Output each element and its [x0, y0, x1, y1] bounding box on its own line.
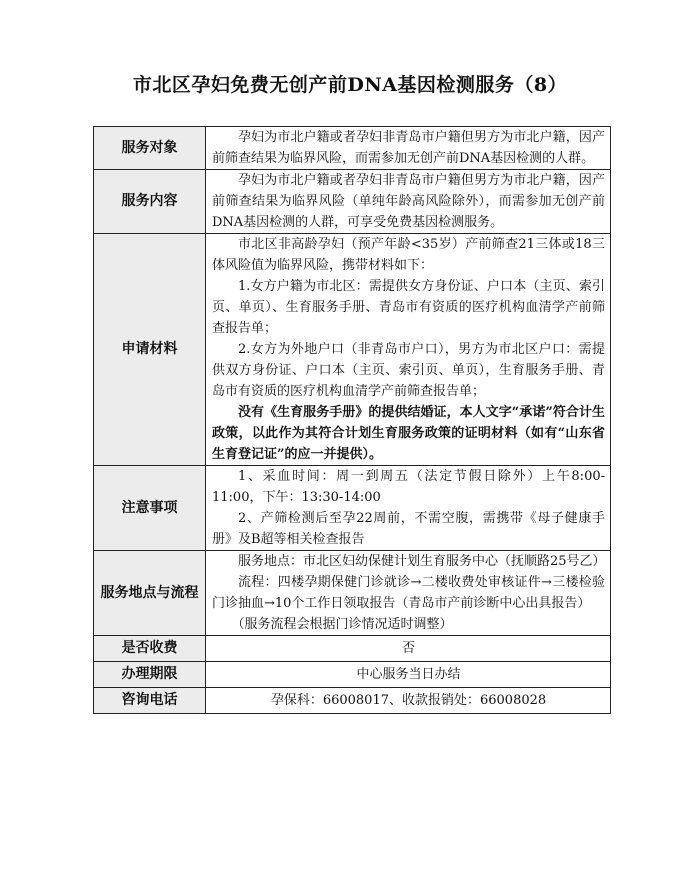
row-label-target: 服务对象 — [94, 127, 206, 170]
row-content-phone — [206, 688, 611, 714]
row-label-materials: 申请材料 — [94, 234, 206, 466]
row-label-location: 服务地点与流程 — [94, 551, 206, 636]
row-label-fee: 是否收费 — [94, 636, 206, 662]
row-content-content — [206, 170, 611, 234]
location-remark: （服务流程会根据门诊情况适时调整） — [231, 617, 453, 632]
row-content-fee — [206, 636, 611, 662]
row-content-period — [206, 662, 611, 688]
materials-item-2: 2.女方为外地户口（非青岛市户口），男方为市北区户口：需提供双方身份证、户口本（主页、索引页、单页），生育服务手册、青岛市有资质的医疗机构血清学产前筛查报告单； — [212, 342, 605, 399]
row-label-notice: 注意事项 — [94, 466, 206, 551]
row-label-content: 服务内容 — [94, 170, 206, 234]
table-row — [94, 466, 611, 551]
period-value: 中心服务当日办结 — [356, 667, 461, 682]
phone-value: 孕保科：66008017、收款报销处：66008028 — [270, 693, 547, 708]
location-flow: 流程：四楼孕期保健门诊就诊→二楼收费处审核证件→三楼检验门诊抽血→10个工作日领取报告（青岛市产前诊断中心出具报告） — [212, 575, 605, 611]
fee-value: 否 — [401, 641, 415, 656]
content-text: 孕妇为市北户籍或者孕妇非青岛市户籍但男方为市北户籍，因产前筛查结果为临界风险（单纯年龄高风险除外），而需参加无创产前DNA基因检测的人群，可享受免费基因检测服务。 — [212, 173, 605, 230]
page-title: 市北区孕妇免费无创产前DNA基因检测服务（8） — [132, 74, 568, 96]
service-info-table — [93, 126, 611, 714]
table-row — [94, 688, 611, 714]
row-label-phone: 咨询电话 — [94, 688, 206, 714]
table-row — [94, 662, 611, 688]
location-place: 服务地点：市北区妇幼保健计划生育服务中心（抚顺路25号乙） — [238, 554, 606, 569]
table-row — [94, 636, 611, 662]
row-content-location — [206, 551, 611, 636]
materials-item-1: 1.女方户籍为市北区：需提供女方身份证、户口本（主页、索引页、单页）、生育服务手册、青岛市有资质的医疗机构血清学产前筛查报告单； — [212, 279, 605, 336]
row-content-target — [206, 127, 611, 170]
materials-intro: 市北区非高龄孕妇（预产年龄<35岁）产前筛查21三体或18三体风险值为临界风险，携带材料如下： — [212, 237, 605, 273]
table-row — [94, 551, 611, 636]
row-label-period: 办理期限 — [94, 662, 206, 688]
notice-item-2: 2、产筛检测后至孕22周前，不需空腹，需携带《母子健康手册》及B超等相关检查报告 — [212, 511, 605, 547]
table-row — [94, 170, 611, 234]
materials-note: 没有《生育服务手册》的提供结婚证，本人文字“承诺”符合计生政策，以此作为其符合计划生育服务政策的证明材料（如有“山东省生育登记证”的应一并提供）。 — [212, 405, 605, 462]
table-row — [94, 234, 611, 466]
row-content-notice — [206, 466, 611, 551]
row-content-materials — [206, 234, 611, 466]
table-row — [94, 127, 611, 170]
notice-item-1: 1、采血时间：周一到周五（法定节假日除外）上午8:00-11:00，下午：13:30-14:00 — [212, 469, 605, 505]
target-text: 孕妇为市北户籍或者孕妇非青岛市户籍但男方为市北户籍，因产前筛查结果为临界风险，而需参加无创产前DNA基因检测的人群。 — [212, 130, 605, 166]
